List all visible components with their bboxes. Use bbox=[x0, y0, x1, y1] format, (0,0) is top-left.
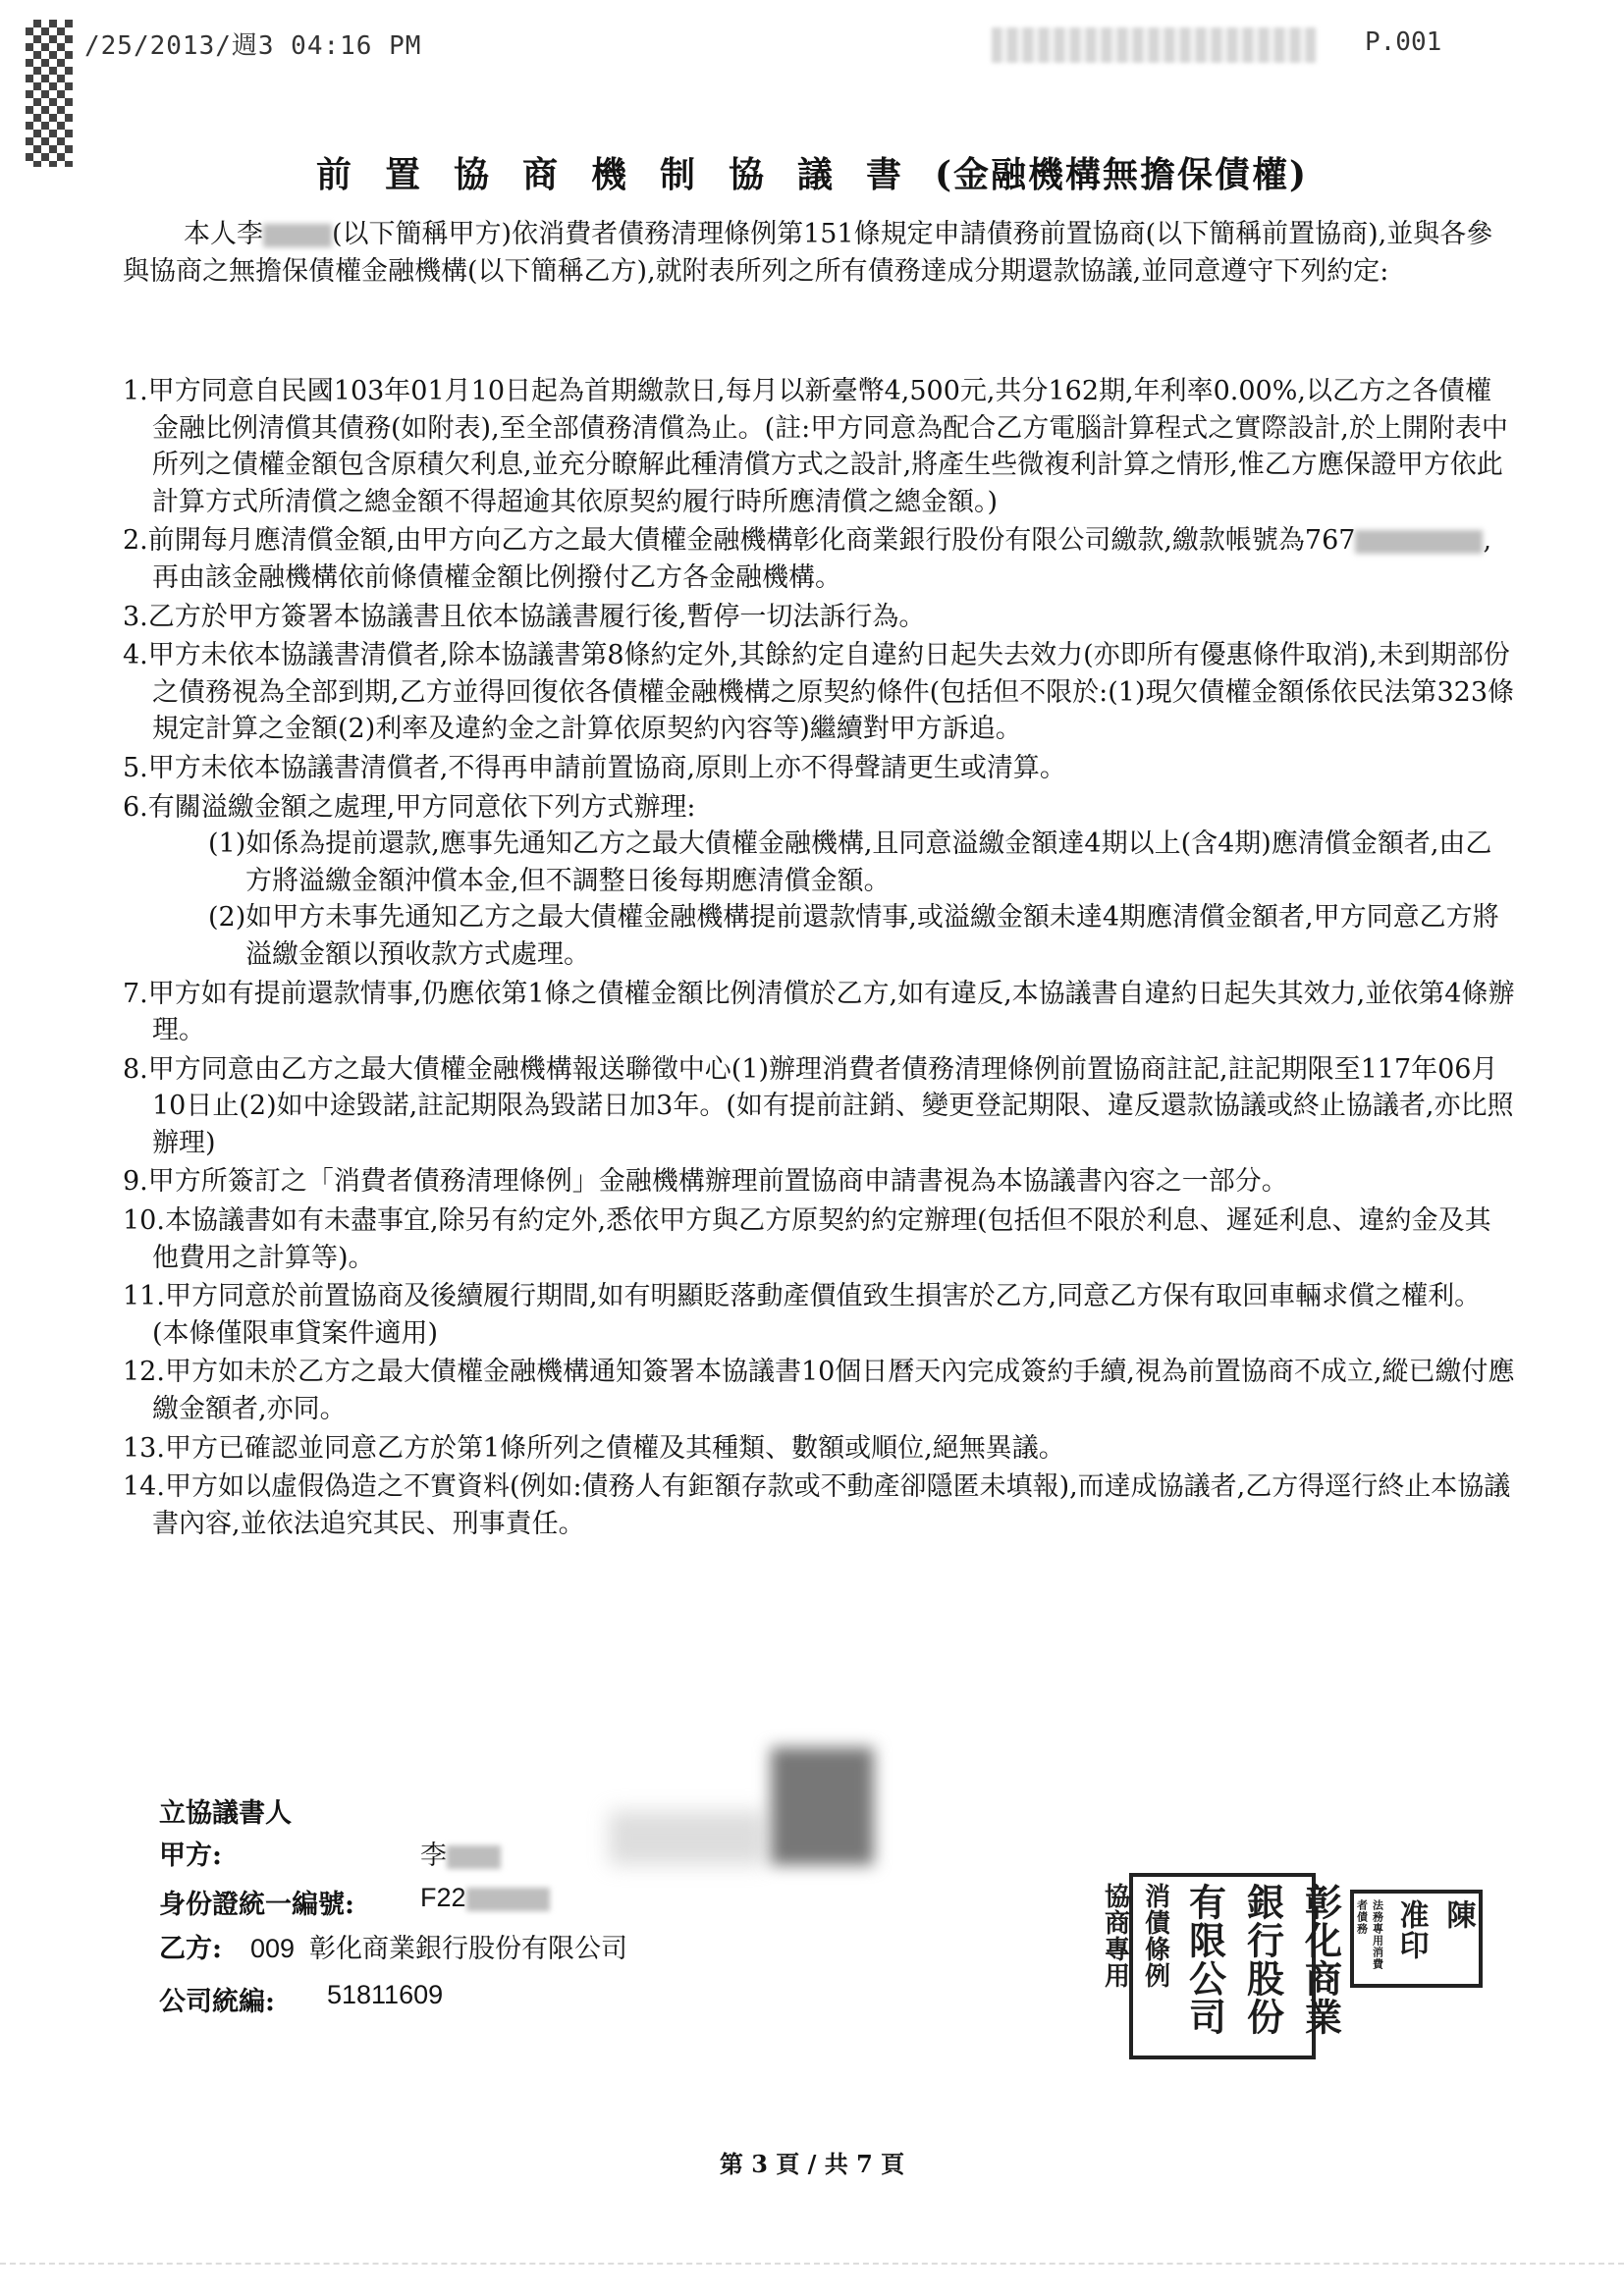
clause-2-text: 2.前開每月應清償金額,由甲方向乙方之最大債權金融機構彰化商業銀行股份有限公司繳款,繳款帳號為767 bbox=[123, 525, 1356, 557]
intro-text: (以下簡稱甲方)依消費者債務清理條例第151條規定申請債務前置協商(以下簡稱前置協商),並與各參與協商之無擔保債權金融機構(以下簡稱乙方),就附表所列之所有債務達成分期還款協議,並同意遵守下列約定: bbox=[123, 219, 1493, 287]
company-id-label: 公司統編: bbox=[159, 1987, 275, 2017]
redacted-name bbox=[263, 224, 332, 247]
id-number-label: 身份證統一編號: bbox=[159, 1890, 354, 1920]
company-id-value: 51811609 bbox=[327, 1980, 444, 2009]
clause-6-sub-1: (1)如係為提前還款,應事先通知乙方之最大債權金融機構,且同意溢繳金額達4期以上(含4期)應清償金額者,由乙方將溢繳金額沖償本金,但不調整日後每期應清償金額。 bbox=[208, 828, 1492, 896]
signature-smudge bbox=[609, 1811, 766, 1865]
title-main: 前置協商機制協議書 bbox=[315, 154, 935, 195]
clause-6 bbox=[123, 789, 1517, 974]
clause-10: 10.本協議書如有未盡事宜,除另有約定外,悉依甲方與乙方原契約約定辦理(包括但不限於利息、遲延利息、違約金及其他費用之計算等)。 bbox=[123, 1205, 1491, 1273]
clause-6-sub-2: (2)如甲方未事先通知乙方之最大債權金融機構提前還款情事,或溢繳金額未達4期應清償金額者,甲方同意乙方將溢繳金額以預收款方式處理。 bbox=[208, 902, 1499, 970]
clause-14: 14.甲方如以虛假偽造之不實資料(例如:債務人有鉅額存款或不動產卻隱匿未填報),而達成協議者,乙方得逕行終止本協議書內容,並依法追究其民、刑事責任。 bbox=[123, 1471, 1511, 1539]
clause-7: 7.甲方如有提前還款情事,仍應依第1條之債權金額比例清償於乙方,如有違反,本協議書自違約日起失其效力,並依第4條辦理。 bbox=[123, 978, 1515, 1046]
party-a-name: 李 bbox=[420, 1834, 501, 1872]
page-footer: 第 3 頁 / 共 7 頁 bbox=[719, 2150, 905, 2178]
clause-2 bbox=[123, 522, 1517, 596]
clause-1: 1.甲方同意自民國103年01月10日起為首期繳款日,每月以新臺幣4,500元,共分162期,年利率0.00%,以乙方之各債權金融比例清償其債務(如附表),至全部債務清償為止。(註:甲方同意為配合乙方電腦計算程式之實際設計,於上開附表中所列之債權金額包含原積欠利息,並充分瞭解此種清償方式之設計,將產生些微複利計算之情形,惟乙方應保證甲方依此計算方式所清償之總金額不得超逾其依原契約履行時所應清償之總金額。) bbox=[123, 376, 1508, 517]
intro-text-start: 本人李 bbox=[184, 219, 263, 249]
clause-12: 12.甲方如未於乙方之最大債權金融機構通知簽署本協議書10個日曆天內完成簽約手續,視為前置協商不成立,縱已繳付應繳金額者,亦同。 bbox=[123, 1357, 1515, 1425]
clause-11: 11.甲方同意於前置協商及後續履行期間,如有明顯貶落動產價值致生損害於乙方,同意乙方保有取回車輛求償之權利。(本條僅限車貸案件適用) bbox=[123, 1281, 1482, 1349]
clause-9: 9.甲方所簽訂之「消費者債務清理條例」金融機構辦理前置協商申請書視為本協議書內容之一部分。 bbox=[123, 1166, 1288, 1198]
clause-13: 13.甲方已確認並同意乙方於第1條所列之債權及其種類、數額或順位,絕無異議。 bbox=[123, 1432, 1065, 1464]
title-sub: (金融機構無擔保債權) bbox=[934, 154, 1309, 195]
bank-seal-stamp: 彰化商業 銀行股份 有限公司 消債條例 協商專用 bbox=[1129, 1873, 1316, 2059]
redacted-account bbox=[1355, 530, 1483, 554]
party-b-label: 乙方: bbox=[159, 1934, 222, 1964]
signatory-heading: 立協議書人 bbox=[159, 1798, 292, 1829]
clause-2-text-end: ,再由該金融機構依前條債權金額比例撥付乙方各金融機構。 bbox=[152, 525, 1492, 593]
fax-checker-mark bbox=[26, 20, 73, 167]
fax-timestamp: /25/2013/週3 04:16 PM bbox=[84, 31, 422, 61]
intro-paragraph bbox=[123, 216, 1507, 291]
scan-artifact-line bbox=[0, 2263, 1624, 2266]
clause-6-text: 6.有關溢繳金額之處理,甲方同意依下列方式辦理: bbox=[123, 791, 696, 823]
party-a-label: 甲方: bbox=[159, 1841, 222, 1871]
clause-3: 3.乙方於甲方簽署本協議書且依本協議書履行後,暫停一切法訴行為。 bbox=[123, 601, 926, 632]
id-number-value: F22 bbox=[420, 1883, 550, 1913]
fax-sender-redacted bbox=[992, 27, 1316, 63]
personal-seal-stamp: 陳 准印 法務專用消費者債務 bbox=[1350, 1890, 1483, 1988]
fax-page-number: P.001 bbox=[1365, 27, 1442, 57]
clause-5: 5.甲方未依本協議書清償者,不得再申請前置協商,原則上亦不得聲請更生或清算。 bbox=[123, 752, 1066, 783]
clause-list bbox=[123, 373, 1517, 1544]
party-b-value: 009 彰化商業銀行股份有限公司 bbox=[250, 1934, 628, 1963]
clause-8: 8.甲方同意由乙方之最大債權金融機構報送聯徵中心(1)辦理消費者債務清理條例前置協商註記,註記期限至117年06月10日止(2)如中途毀諾,註記期限為毀諾日加3年。(如有提前註銷、變更登記期限、違反還款協議或終止協議者,亦比照辦理) bbox=[123, 1053, 1514, 1158]
clause-4: 4.甲方未依本協議書清償者,除本協議書第8條約定外,其餘約定自違約日起失去效力(亦即所有優惠條件取消),未到期部份之債務視為全部到期,乙方並得回復依各債權金融機構之原契約條件(包括但不限於:(1)現欠債權金額係依民法第323條規定計算之金額(2)利率及違約金之計算依原契約內容等)繼續對甲方訴追。 bbox=[123, 640, 1514, 745]
redacted-signature bbox=[771, 1747, 874, 1865]
document-title bbox=[0, 147, 1624, 197]
